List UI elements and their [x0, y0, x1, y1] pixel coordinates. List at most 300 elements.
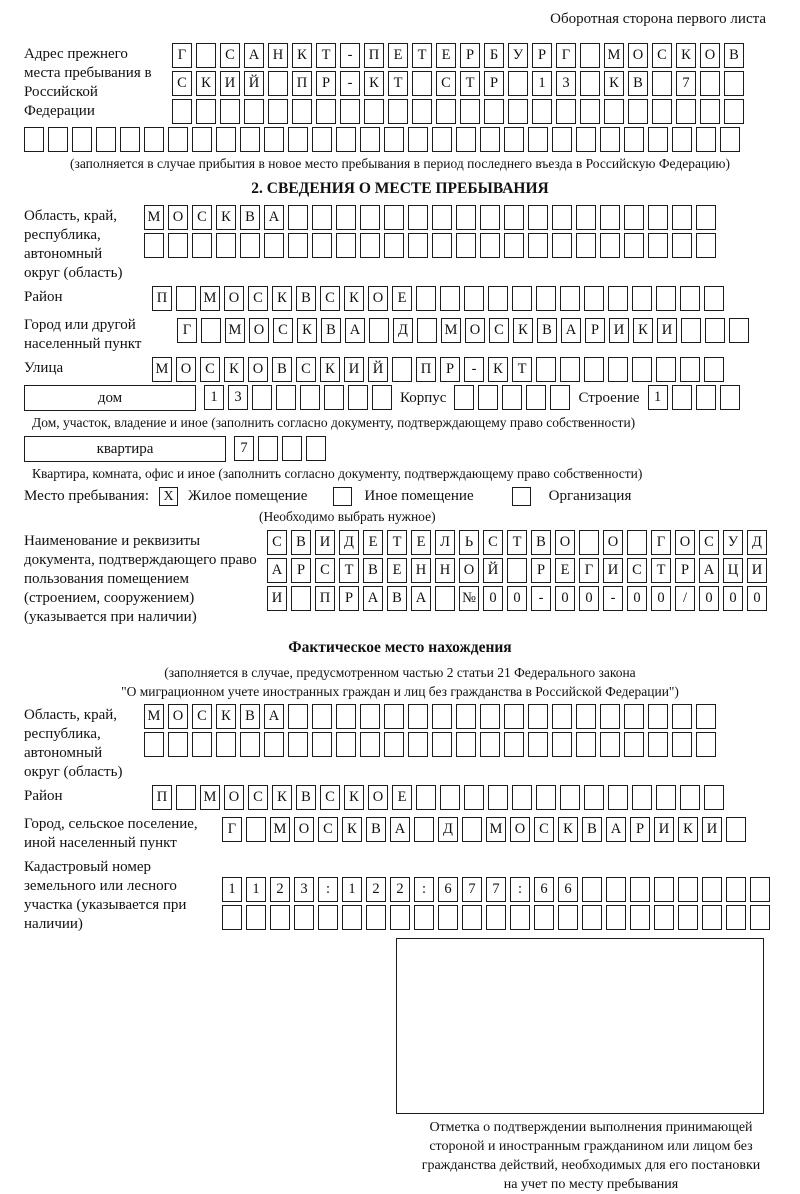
- char-cell[interactable]: [560, 286, 580, 311]
- char-cell[interactable]: Н: [435, 558, 455, 583]
- char-cell[interactable]: [417, 318, 437, 343]
- char-cell[interactable]: С: [652, 43, 672, 68]
- char-cell[interactable]: [724, 99, 744, 124]
- char-cell[interactable]: [216, 127, 236, 152]
- char-cell[interactable]: А: [390, 817, 410, 842]
- char-cell[interactable]: Г: [651, 530, 671, 555]
- char-cell[interactable]: [336, 205, 356, 230]
- char-cell[interactable]: Й: [368, 357, 388, 382]
- char-cell[interactable]: [168, 732, 188, 757]
- char-cell[interactable]: [579, 530, 599, 555]
- char-cell[interactable]: [648, 127, 668, 152]
- char-cell[interactable]: М: [604, 43, 624, 68]
- char-cell[interactable]: [632, 785, 652, 810]
- char-cell[interactable]: 0: [483, 586, 503, 611]
- char-cell[interactable]: /: [675, 586, 695, 611]
- char-cell[interactable]: 2: [390, 877, 410, 902]
- char-cell[interactable]: -: [531, 586, 551, 611]
- char-cell[interactable]: 0: [555, 586, 575, 611]
- char-cell[interactable]: 1: [222, 877, 242, 902]
- char-cell[interactable]: [528, 732, 548, 757]
- char-cell[interactable]: [608, 785, 628, 810]
- char-cell[interactable]: Е: [392, 785, 412, 810]
- char-cell[interactable]: А: [244, 43, 264, 68]
- house-number-cells[interactable]: [204, 385, 392, 410]
- char-cell[interactable]: Г: [172, 43, 192, 68]
- char-cell[interactable]: [600, 233, 620, 258]
- char-cell[interactable]: [144, 127, 164, 152]
- char-cell[interactable]: [504, 732, 524, 757]
- char-cell[interactable]: [648, 704, 668, 729]
- char-cell[interactable]: [390, 905, 410, 930]
- char-cell[interactable]: И: [702, 817, 722, 842]
- char-cell[interactable]: [408, 732, 428, 757]
- char-cell[interactable]: Т: [316, 43, 336, 68]
- char-cell[interactable]: [580, 43, 600, 68]
- char-cell[interactable]: А: [363, 586, 383, 611]
- char-cell[interactable]: [600, 205, 620, 230]
- char-cell[interactable]: В: [537, 318, 557, 343]
- char-cell[interactable]: 0: [627, 586, 647, 611]
- char-cell[interactable]: И: [747, 558, 767, 583]
- char-cell[interactable]: [580, 71, 600, 96]
- char-cell[interactable]: [750, 905, 770, 930]
- char-cell[interactable]: О: [603, 530, 623, 555]
- char-cell[interactable]: Е: [555, 558, 575, 583]
- char-cell[interactable]: [656, 785, 676, 810]
- char-cell[interactable]: С: [172, 71, 192, 96]
- char-cell[interactable]: [600, 732, 620, 757]
- char-cell[interactable]: М: [152, 357, 172, 382]
- char-cell[interactable]: Т: [339, 558, 359, 583]
- region-row-2[interactable]: [144, 233, 716, 258]
- char-cell[interactable]: О: [176, 357, 196, 382]
- char-cell[interactable]: [432, 233, 452, 258]
- char-cell[interactable]: [369, 318, 389, 343]
- char-cell[interactable]: [464, 785, 484, 810]
- char-cell[interactable]: [222, 905, 242, 930]
- char-cell[interactable]: Н: [411, 558, 431, 583]
- char-cell[interactable]: [414, 817, 434, 842]
- char-cell[interactable]: [436, 99, 456, 124]
- char-cell[interactable]: В: [628, 71, 648, 96]
- char-cell[interactable]: [384, 127, 404, 152]
- char-cell[interactable]: [700, 99, 720, 124]
- char-cell[interactable]: [600, 127, 620, 152]
- char-cell[interactable]: А: [606, 817, 626, 842]
- char-cell[interactable]: [508, 71, 528, 96]
- char-cell[interactable]: [606, 877, 626, 902]
- char-cell[interactable]: К: [513, 318, 533, 343]
- char-cell[interactable]: К: [633, 318, 653, 343]
- char-cell[interactable]: [366, 905, 386, 930]
- char-cell[interactable]: [480, 732, 500, 757]
- char-cell[interactable]: [454, 385, 474, 410]
- char-cell[interactable]: К: [320, 357, 340, 382]
- char-cell[interactable]: [414, 905, 434, 930]
- char-cell[interactable]: Е: [387, 558, 407, 583]
- char-cell[interactable]: М: [270, 817, 290, 842]
- char-cell[interactable]: Л: [435, 530, 455, 555]
- char-cell[interactable]: [528, 233, 548, 258]
- char-cell[interactable]: О: [368, 785, 388, 810]
- char-cell[interactable]: [672, 385, 692, 410]
- char-cell[interactable]: [456, 233, 476, 258]
- cadastre-row-1[interactable]: [222, 877, 770, 902]
- char-cell[interactable]: К: [344, 286, 364, 311]
- char-cell[interactable]: [192, 233, 212, 258]
- char-cell[interactable]: О: [224, 286, 244, 311]
- char-cell[interactable]: С: [192, 205, 212, 230]
- char-cell[interactable]: :: [414, 877, 434, 902]
- char-cell[interactable]: [488, 785, 508, 810]
- char-cell[interactable]: -: [340, 43, 360, 68]
- char-cell[interactable]: Г: [177, 318, 197, 343]
- char-cell[interactable]: [291, 586, 311, 611]
- char-cell[interactable]: [584, 785, 604, 810]
- char-cell[interactable]: [582, 877, 602, 902]
- char-cell[interactable]: [550, 385, 570, 410]
- char-cell[interactable]: И: [603, 558, 623, 583]
- char-cell[interactable]: 7: [234, 436, 254, 461]
- char-cell[interactable]: [627, 530, 647, 555]
- char-cell[interactable]: [340, 99, 360, 124]
- char-cell[interactable]: [456, 205, 476, 230]
- char-cell[interactable]: [336, 732, 356, 757]
- char-cell[interactable]: [288, 704, 308, 729]
- char-cell[interactable]: Т: [412, 43, 432, 68]
- char-cell[interactable]: [196, 43, 216, 68]
- char-cell[interactable]: В: [387, 586, 407, 611]
- char-cell[interactable]: П: [315, 586, 335, 611]
- char-cell[interactable]: А: [264, 704, 284, 729]
- prev-address-row-4[interactable]: [24, 127, 776, 152]
- char-cell[interactable]: [672, 127, 692, 152]
- char-cell[interactable]: [246, 817, 266, 842]
- char-cell[interactable]: [240, 127, 260, 152]
- char-cell[interactable]: К: [676, 43, 696, 68]
- char-cell[interactable]: [580, 99, 600, 124]
- char-cell[interactable]: [252, 385, 272, 410]
- char-cell[interactable]: Д: [393, 318, 413, 343]
- document-row-2[interactable]: [267, 558, 767, 583]
- char-cell[interactable]: [384, 732, 404, 757]
- char-cell[interactable]: [24, 127, 44, 152]
- char-cell[interactable]: [696, 385, 716, 410]
- char-cell[interactable]: О: [248, 357, 268, 382]
- char-cell[interactable]: -: [340, 71, 360, 96]
- char-cell[interactable]: [258, 436, 278, 461]
- char-cell[interactable]: К: [344, 785, 364, 810]
- char-cell[interactable]: П: [152, 785, 172, 810]
- char-cell[interactable]: [318, 905, 338, 930]
- char-cell[interactable]: [432, 704, 452, 729]
- char-cell[interactable]: В: [363, 558, 383, 583]
- char-cell[interactable]: [680, 286, 700, 311]
- char-cell[interactable]: [432, 205, 452, 230]
- char-cell[interactable]: [702, 877, 722, 902]
- char-cell[interactable]: [576, 127, 596, 152]
- char-cell[interactable]: И: [609, 318, 629, 343]
- char-cell[interactable]: К: [216, 205, 236, 230]
- char-cell[interactable]: [720, 385, 740, 410]
- char-cell[interactable]: [276, 385, 296, 410]
- char-cell[interactable]: [632, 286, 652, 311]
- char-cell[interactable]: [240, 732, 260, 757]
- char-cell[interactable]: И: [267, 586, 287, 611]
- char-cell[interactable]: М: [225, 318, 245, 343]
- char-cell[interactable]: [704, 357, 724, 382]
- char-cell[interactable]: [584, 357, 604, 382]
- char-cell[interactable]: Е: [436, 43, 456, 68]
- prev-address-row-3[interactable]: [172, 99, 744, 124]
- char-cell[interactable]: [608, 286, 628, 311]
- char-cell[interactable]: [364, 99, 384, 124]
- residential-checkbox[interactable]: X: [159, 487, 178, 506]
- char-cell[interactable]: [678, 905, 698, 930]
- char-cell[interactable]: Т: [507, 530, 527, 555]
- char-cell[interactable]: [526, 385, 546, 410]
- char-cell[interactable]: [672, 205, 692, 230]
- cadastre-row-2[interactable]: [222, 905, 770, 930]
- char-cell[interactable]: В: [321, 318, 341, 343]
- char-cell[interactable]: [678, 877, 698, 902]
- char-cell[interactable]: В: [296, 785, 316, 810]
- char-cell[interactable]: К: [342, 817, 362, 842]
- char-cell[interactable]: О: [168, 704, 188, 729]
- char-cell[interactable]: В: [366, 817, 386, 842]
- char-cell[interactable]: [552, 127, 572, 152]
- char-cell[interactable]: [488, 286, 508, 311]
- char-cell[interactable]: [702, 905, 722, 930]
- char-cell[interactable]: О: [700, 43, 720, 68]
- char-cell[interactable]: [456, 704, 476, 729]
- char-cell[interactable]: О: [224, 785, 244, 810]
- char-cell[interactable]: С: [534, 817, 554, 842]
- char-cell[interactable]: П: [292, 71, 312, 96]
- char-cell[interactable]: [700, 71, 720, 96]
- char-cell[interactable]: 1: [342, 877, 362, 902]
- char-cell[interactable]: С: [489, 318, 509, 343]
- char-cell[interactable]: [192, 732, 212, 757]
- char-cell[interactable]: [672, 704, 692, 729]
- district-row[interactable]: [152, 286, 724, 311]
- char-cell[interactable]: О: [459, 558, 479, 583]
- char-cell[interactable]: С: [320, 286, 340, 311]
- char-cell[interactable]: [560, 357, 580, 382]
- char-cell[interactable]: Р: [531, 558, 551, 583]
- char-cell[interactable]: В: [724, 43, 744, 68]
- char-cell[interactable]: [306, 436, 326, 461]
- char-cell[interactable]: [201, 318, 221, 343]
- char-cell[interactable]: [48, 127, 68, 152]
- char-cell[interactable]: -: [464, 357, 484, 382]
- city-row[interactable]: [177, 318, 749, 343]
- char-cell[interactable]: А: [561, 318, 581, 343]
- char-cell[interactable]: [480, 205, 500, 230]
- char-cell[interactable]: [408, 233, 428, 258]
- char-cell[interactable]: В: [291, 530, 311, 555]
- char-cell[interactable]: [244, 99, 264, 124]
- char-cell[interactable]: Н: [268, 43, 288, 68]
- char-cell[interactable]: М: [486, 817, 506, 842]
- char-cell[interactable]: [460, 99, 480, 124]
- char-cell[interactable]: В: [531, 530, 551, 555]
- char-cell[interactable]: И: [657, 318, 677, 343]
- char-cell[interactable]: Г: [222, 817, 242, 842]
- char-cell[interactable]: [552, 704, 572, 729]
- char-cell[interactable]: [384, 704, 404, 729]
- char-cell[interactable]: [270, 905, 290, 930]
- char-cell[interactable]: [704, 286, 724, 311]
- char-cell[interactable]: [502, 385, 522, 410]
- char-cell[interactable]: О: [628, 43, 648, 68]
- char-cell[interactable]: [372, 385, 392, 410]
- char-cell[interactable]: [582, 905, 602, 930]
- char-cell[interactable]: [576, 233, 596, 258]
- char-cell[interactable]: К: [272, 286, 292, 311]
- char-cell[interactable]: [528, 127, 548, 152]
- char-cell[interactable]: О: [368, 286, 388, 311]
- char-cell[interactable]: Р: [316, 71, 336, 96]
- char-cell[interactable]: [584, 286, 604, 311]
- char-cell[interactable]: 3: [294, 877, 314, 902]
- char-cell[interactable]: [704, 785, 724, 810]
- char-cell[interactable]: Р: [460, 43, 480, 68]
- char-cell[interactable]: 2: [366, 877, 386, 902]
- char-cell[interactable]: -: [603, 586, 623, 611]
- char-cell[interactable]: [288, 127, 308, 152]
- char-cell[interactable]: [480, 704, 500, 729]
- char-cell[interactable]: [630, 877, 650, 902]
- char-cell[interactable]: 0: [747, 586, 767, 611]
- char-cell[interactable]: [729, 318, 749, 343]
- char-cell[interactable]: 2: [270, 877, 290, 902]
- char-cell[interactable]: С: [483, 530, 503, 555]
- char-cell[interactable]: Д: [747, 530, 767, 555]
- char-cell[interactable]: [676, 99, 696, 124]
- char-cell[interactable]: [528, 704, 548, 729]
- apartment-cells[interactable]: [234, 436, 326, 461]
- char-cell[interactable]: К: [224, 357, 244, 382]
- char-cell[interactable]: [608, 357, 628, 382]
- street-row[interactable]: [152, 357, 724, 382]
- char-cell[interactable]: [288, 233, 308, 258]
- char-cell[interactable]: [176, 286, 196, 311]
- char-cell[interactable]: [440, 785, 460, 810]
- char-cell[interactable]: О: [168, 205, 188, 230]
- char-cell[interactable]: В: [272, 357, 292, 382]
- char-cell[interactable]: [408, 205, 428, 230]
- actual-region-row-2[interactable]: [144, 732, 716, 757]
- char-cell[interactable]: С: [267, 530, 287, 555]
- char-cell[interactable]: Ь: [459, 530, 479, 555]
- char-cell[interactable]: [604, 99, 624, 124]
- char-cell[interactable]: [512, 785, 532, 810]
- char-cell[interactable]: [552, 205, 572, 230]
- char-cell[interactable]: [558, 905, 578, 930]
- char-cell[interactable]: Ц: [723, 558, 743, 583]
- char-cell[interactable]: О: [294, 817, 314, 842]
- char-cell[interactable]: М: [144, 704, 164, 729]
- char-cell[interactable]: [510, 905, 530, 930]
- char-cell[interactable]: И: [220, 71, 240, 96]
- char-cell[interactable]: [408, 704, 428, 729]
- char-cell[interactable]: О: [510, 817, 530, 842]
- char-cell[interactable]: 6: [558, 877, 578, 902]
- char-cell[interactable]: Т: [512, 357, 532, 382]
- char-cell[interactable]: [696, 732, 716, 757]
- char-cell[interactable]: 3: [556, 71, 576, 96]
- prev-address-row-1[interactable]: [172, 43, 744, 68]
- char-cell[interactable]: М: [200, 286, 220, 311]
- char-cell[interactable]: Р: [440, 357, 460, 382]
- char-cell[interactable]: К: [216, 704, 236, 729]
- char-cell[interactable]: [216, 732, 236, 757]
- char-cell[interactable]: :: [318, 877, 338, 902]
- char-cell[interactable]: [507, 558, 527, 583]
- char-cell[interactable]: У: [723, 530, 743, 555]
- char-cell[interactable]: [632, 357, 652, 382]
- char-cell[interactable]: [456, 127, 476, 152]
- char-cell[interactable]: [240, 233, 260, 258]
- char-cell[interactable]: Е: [388, 43, 408, 68]
- char-cell[interactable]: [196, 99, 216, 124]
- char-cell[interactable]: [336, 127, 356, 152]
- char-cell[interactable]: М: [144, 205, 164, 230]
- char-cell[interactable]: [360, 704, 380, 729]
- char-cell[interactable]: С: [192, 704, 212, 729]
- char-cell[interactable]: [438, 905, 458, 930]
- char-cell[interactable]: [478, 385, 498, 410]
- char-cell[interactable]: [312, 233, 332, 258]
- char-cell[interactable]: [392, 357, 412, 382]
- char-cell[interactable]: Е: [363, 530, 383, 555]
- char-cell[interactable]: [264, 732, 284, 757]
- char-cell[interactable]: [656, 357, 676, 382]
- korpus-cells[interactable]: [454, 385, 570, 410]
- char-cell[interactable]: [268, 99, 288, 124]
- char-cell[interactable]: 0: [651, 586, 671, 611]
- stroenie-cells[interactable]: [648, 385, 740, 410]
- char-cell[interactable]: [192, 127, 212, 152]
- char-cell[interactable]: [336, 233, 356, 258]
- char-cell[interactable]: Т: [460, 71, 480, 96]
- char-cell[interactable]: В: [582, 817, 602, 842]
- char-cell[interactable]: Й: [244, 71, 264, 96]
- char-cell[interactable]: [696, 233, 716, 258]
- char-cell[interactable]: [652, 99, 672, 124]
- char-cell[interactable]: [630, 905, 650, 930]
- char-cell[interactable]: [624, 233, 644, 258]
- char-cell[interactable]: У: [508, 43, 528, 68]
- char-cell[interactable]: [176, 785, 196, 810]
- char-cell[interactable]: [534, 905, 554, 930]
- char-cell[interactable]: [576, 732, 596, 757]
- char-cell[interactable]: [560, 785, 580, 810]
- char-cell[interactable]: [342, 905, 362, 930]
- char-cell[interactable]: Т: [387, 530, 407, 555]
- char-cell[interactable]: [680, 357, 700, 382]
- char-cell[interactable]: [552, 732, 572, 757]
- char-cell[interactable]: [480, 233, 500, 258]
- char-cell[interactable]: [576, 704, 596, 729]
- char-cell[interactable]: №: [459, 586, 479, 611]
- char-cell[interactable]: А: [345, 318, 365, 343]
- char-cell[interactable]: [600, 704, 620, 729]
- char-cell[interactable]: Т: [388, 71, 408, 96]
- char-cell[interactable]: [552, 233, 572, 258]
